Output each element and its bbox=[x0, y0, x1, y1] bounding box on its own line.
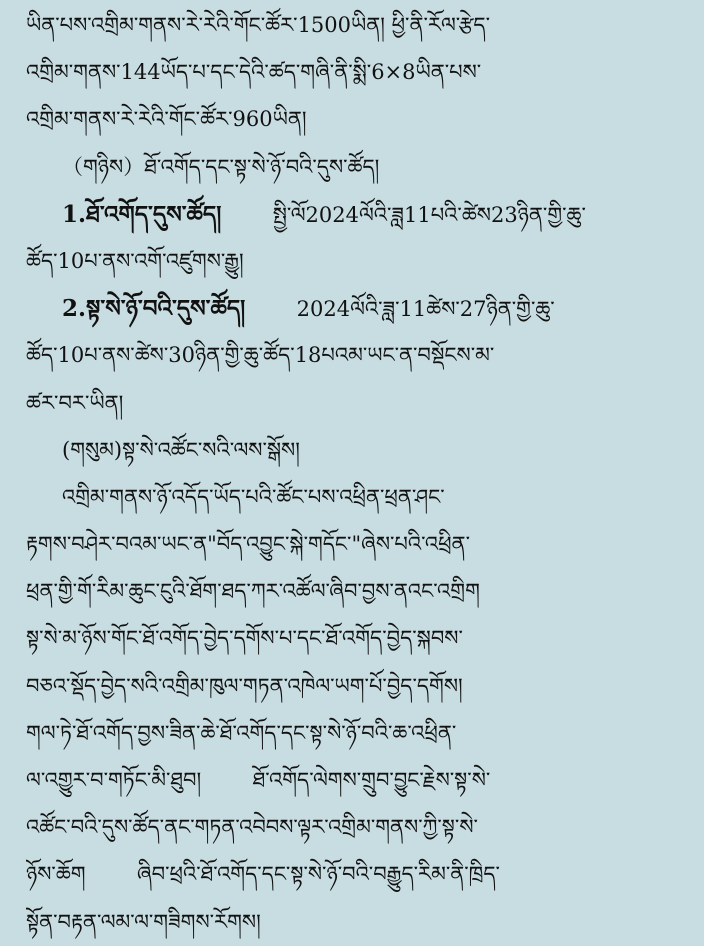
text-line bbox=[26, 757, 690, 804]
text-line: འགྲིམ་གནས་ཉོ་འདོད་ཡོད་པའི་ཚོང་པས་འཕྲིན་ཕྲན་ཤང་ bbox=[62, 484, 445, 509]
text-segment: ཞིབ་ཕྲའི་ཐོ་འགོད་དང་སྟ་སེ་ཉོ་བའི་བརྒྱུད་རིམ་ནི་ཁྲིད་ bbox=[136, 862, 500, 887]
purchase-time-line bbox=[26, 285, 690, 332]
text-line: གལ་ཏེ་ཐོ་འགོད་བྱས་ཟིན་ཆེ་ཐོ་འགོད་དང་སྟ་སེ་ཉོ་བའི་ཆ་འཕྲིན་ bbox=[26, 720, 457, 745]
text-line: འགྲིམ་གནས་144ཡོད་པ་དང་དེའི་ཚད་གཞི་ནི་སྨི་6×8ཡིན་པས་ bbox=[26, 60, 482, 85]
text-line: རྟགས་བཤེར་བའམ་ཡང་ན"བོད་འབྱུང་སྐེ་གདོང་"ཞེས་པའི་འཕྲིན་ bbox=[26, 532, 470, 557]
section-heading-3: (གསུམ)སྟ་སེ་འཚོང་སའི་ལས་སྒོས། bbox=[62, 437, 300, 462]
text-line: ཚོད་10པ་ནས་ཚེས་30ཉིན་གྱི་ཆུ་ཚོད་18པའམ་ཡང་ན་བསྡོངས་མ་ bbox=[26, 343, 495, 368]
purchase-time-text: 2024ལོའི་ཟླ་11ཚེས་27ཉིན་གྱི་ཆུ་ bbox=[296, 297, 555, 322]
item-number-1: 1. bbox=[62, 200, 87, 228]
text-line: སྟོན་བརྟན་ལམ་ལ་གཟིགས་རོགས། bbox=[26, 909, 261, 934]
registration-time-text: སྤྱི་ལོ2024ལོའི་ཟླ11པའི་ཚེས23ཉིན་གྱི་ཆུ་ bbox=[272, 202, 586, 227]
text-line: སྟ་སེ་མ་ཉོས་གོང་ཐོ་འགོད་བྱེད་དགོས་པ་དང་ཐོ་འགོད་བྱེད་སྐབས་ bbox=[26, 626, 463, 651]
text-line: འགྲིམ་གནས་རེ་རེའི་གོང་ཚོར་960ཡིན། bbox=[26, 107, 307, 132]
text-line: ཕྲན་གྱི་གོ་རིམ་ཆུང་ངུའི་ཐོག་ཐད་ཀར་འཚོལ་ཞིབ་བྱས་ནའང་འགྲིག bbox=[26, 579, 480, 604]
text-line: ཚོད་10པ་ནས་འགོ་འཛུགས་རྒྱུ། bbox=[26, 248, 244, 273]
text-line: འཚོང་བའི་དུས་ཚོད་ནང་གཏན་འབེབས་ལྟར་འགྲིམ་གནས་ཀྱི་སྟ་སེ་ bbox=[26, 815, 478, 840]
text-segment: ཉོས་ཆོག bbox=[26, 862, 86, 887]
text-line: བཅའ་སྡོད་བྱེད་སའི་འགྲིམ་ཁུལ་གཏན་འཁེལ་ཡག་པོ་བྱེད་དགོས། bbox=[26, 673, 463, 698]
purchase-time-heading: སྟ་སེ་ཉོ་བའི་དུས་ཚོད། bbox=[86, 295, 246, 323]
item-number-2: 2. bbox=[62, 295, 87, 323]
text-segment: ཐོ་འགོད་ལེགས་གྲུབ་བྱུང་རྗེས་སྟ་སེ་ bbox=[252, 768, 491, 792]
text-line bbox=[26, 851, 690, 898]
section-heading-2: （གཉིས）ཐོ་འགོད་དང་སྟ་སེ་ཉོ་བའི་དུས་ཚོད། bbox=[62, 154, 380, 179]
registration-time-heading: ཐོ་འགོད་དུས་ཚོད། bbox=[86, 200, 222, 228]
text-line: ཚར་བར་ཡིན། bbox=[26, 390, 124, 415]
text-line: ཡིན་པས་འགྲིམ་གནས་རེ་རེའི་གོང་ཚོར་1500ཡིན། ཕྱི་ནི་རོལ་རྩེད་ bbox=[26, 13, 490, 37]
text-segment: ལ་འགྱུར་བ་གཏོང་མི་ཐུབ། bbox=[26, 768, 202, 792]
registration-time-line bbox=[26, 191, 690, 238]
